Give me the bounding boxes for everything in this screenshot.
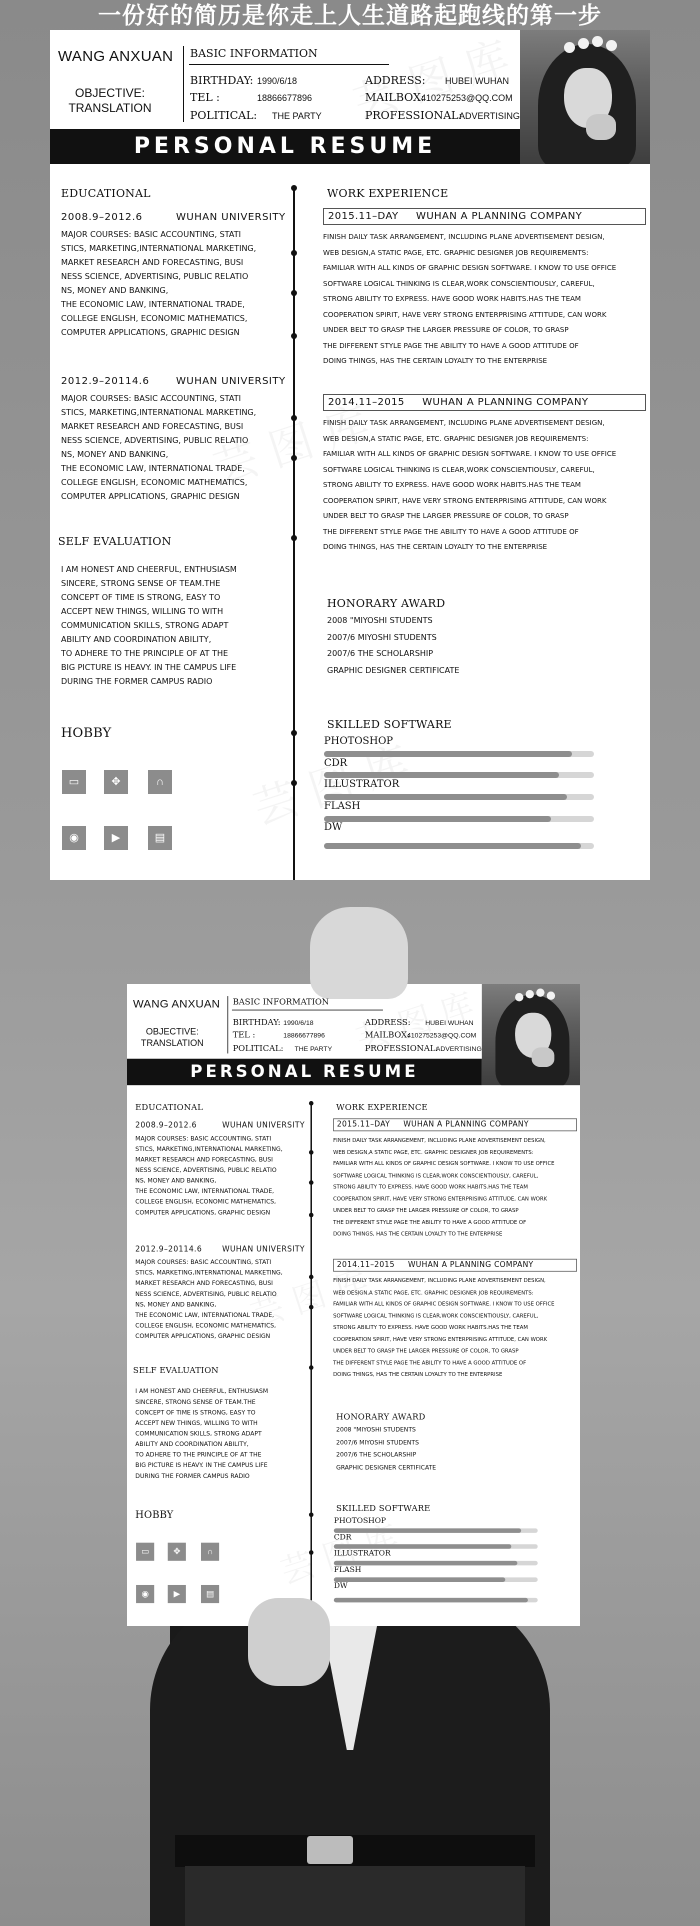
skill-fill-dw (324, 843, 581, 849)
address-label: ADDRESS: (364, 1017, 411, 1028)
edu-period-2: 2012.9–20114.6 (61, 376, 150, 387)
political-label: POLITICAL: (190, 109, 258, 122)
job-duties-2: FINISH DAILY TASK ARRANGEMENT, INCLUDING PLANE ADVERTISEMENT DESIGN, WEB DESIGN,A STATIC PAGE, ETC. GRAPHIC DESIGNER JOB REQUIREMENTS: FAMILIAR WITH ALL KINDS OF GRAPHIC DESIGN SOFTWARE. I KNOW TO USE OFFICE SOFTWARE LOGICAL THINKING IS CLEAR,WORK CONSCIENTIOUSLY, CAREFUL, STRONG ABILITY TO EXPRESS. HAVE GOOD WORK HABITS.HAS THE TEAM COOPERATION SPIRIT, HAVE VERY STRONG ENTERPRISING ATTITUDE, CAN WORK UNDER BELT TO GRASP THE LARGER PRESSURE OF COLOR, TO GRASP THE DIFFERENT STYLE PAGE THE ABILITY TO HAVE A GOOD ATTITUDE OF DOING THINGS, HAS THE CERTAIN LOYALTY TO THE ENTERPRISE (333, 1277, 555, 1378)
professional-value: ADVERTISING (459, 111, 520, 121)
flower-icon (592, 36, 603, 47)
honorary-heading: HONORARY AWARD (327, 597, 446, 610)
job-period-2: 2014.11–2015 (336, 1261, 395, 1270)
skill-fill-cdr (324, 772, 559, 778)
skill-bar-dw (334, 1598, 538, 1603)
skill-fill-photoshop (324, 751, 572, 757)
birthday-label: BIRTHDAY: (190, 74, 254, 87)
skill-fill-cdr (334, 1544, 511, 1549)
resume-sheet (50, 30, 650, 880)
education-heading: EDUCATIONAL (135, 1102, 203, 1113)
skill-bar-cdr (334, 1544, 538, 1549)
headphones-icon: ∩ (201, 1543, 219, 1561)
person-jeans (185, 1866, 525, 1926)
job-company-2: WUHAN A PLANNING COMPANY (422, 397, 589, 408)
edu-school-1: WUHAN UNIVERSITY (222, 1121, 305, 1130)
flower-icon (515, 993, 523, 1001)
skill-bar-photoshop (334, 1528, 538, 1533)
political-label: POLITICAL: (232, 1043, 284, 1054)
skill-fill-illustrator (334, 1561, 517, 1566)
edu-courses-2: MAJOR COURSES: BASIC ACCOUNTING, STATI STICS, MARKETING,INTERNATIONAL MARKETING, MARKET RESEARCH AND FORECASTING, BUSI NESS SCIENCE, ADVERTISING, PUBLIC RELATIO NS, MONEY AND BANKING, THE ECONOMIC LAW, INTERNATIONAL TRADE, COLLEGE ENGLISH, ECONOMIC MATHEMATICS, COMPUTER APPLICATIONS, GRAPHIC DESIGN (61, 394, 257, 501)
candidate-name: WANG ANXUAN (133, 997, 221, 1011)
skill-name-dw: DW (333, 1581, 348, 1591)
hobby-heading: HOBBY (61, 726, 112, 741)
education-heading: EDUCATIONAL (61, 187, 151, 200)
job-header-1 (333, 1118, 577, 1131)
self-evaluation-heading: SELF EVALUATION (58, 535, 172, 548)
camera-icon: ◉ (136, 1585, 154, 1603)
photo-hand (532, 1047, 555, 1067)
profile-photo (482, 984, 580, 1085)
job-period-1: 2015.11–DAY (328, 211, 399, 222)
flower-icon (578, 38, 589, 49)
tel-value: 18866677896 (283, 1031, 325, 1040)
timeline-dot (309, 1550, 314, 1555)
profile-photo (520, 30, 650, 164)
skill-name-flash: FLASH (333, 1566, 362, 1575)
skill-bar-illustrator (334, 1561, 538, 1566)
timeline-dot (291, 780, 297, 786)
professional-label: PROFESSIONAL: (365, 109, 463, 122)
basic-info-rule (189, 64, 389, 65)
edu-period-2: 2012.9–20114.6 (135, 1245, 203, 1254)
work-heading: WORK EXPERIENCE (336, 1102, 428, 1113)
monitor-icon: ▭ (136, 1543, 154, 1561)
tel-value: 18866677896 (257, 93, 313, 103)
birthday-label: BIRTHDAY: (232, 1017, 281, 1028)
basic-info-rule (232, 1010, 383, 1011)
belt-buckle (307, 1836, 353, 1864)
headphones-icon: ∩ (148, 770, 172, 794)
edu-courses-1: MAJOR COURSES: BASIC ACCOUNTING, STATI STICS, MARKETING,INTERNATIONAL MARKETING, MARKET RESEARCH AND FORECASTING, BUSI NESS SCIENCE, ADVERTISING, PUBLIC RELATIO NS, MONEY AND BANKING, THE ECONOMIC LAW, INTERNATIONAL TRADE, COLLEGE ENGLISH, ECONOMIC MATHEMATICS, COMPUTER APPLICATIONS, GRAPHIC DESIGN (135, 1135, 283, 1216)
mailbox-label: MAILBOX: (364, 1030, 410, 1040)
flower-icon (536, 989, 544, 997)
job-duties-2: FINISH DAILY TASK ARRANGEMENT, INCLUDING PLANE ADVERTISEMENT DESIGN, WEB DESIGN,A STATIC PAGE, ETC. GRAPHIC DESIGNER JOB REQUIREMENTS: FAMILIAR WITH ALL KINDS OF GRAPHIC DESIGN SOFTWARE. I KNOW TO USE OFFICE SOFTWARE LOGICAL THINKING IS CLEAR,WORK CONSCIENTIOUSLY, CAREFUL, STRONG ABILITY TO EXPRESS. HAVE GOOD WORK HABITS.HAS THE TEAM COOPERATION SPIRIT, HAVE VERY STRONG ENTERPRISING ATTITUDE, CAN WORK UNDER BELT TO GRASP THE LARGER PRESSURE OF COLOR, TO GRASP THE DIFFERENT STYLE PAGE THE ABILITY TO HAVE A GOOD ATTITUDE OF DOING THINGS, HAS THE CERTAIN LOYALTY TO THE ENTERPRISE (323, 419, 617, 551)
job-company-1: WUHAN A PLANNING COMPANY (416, 211, 583, 222)
address-value: HUBEI WUHAN (445, 76, 510, 86)
person-belt (175, 1835, 535, 1867)
resume-sheet (127, 984, 580, 1626)
job-header-2 (333, 1259, 577, 1272)
skill-fill-dw (334, 1598, 528, 1603)
edu-period-1: 2008.9–2012.6 (135, 1121, 197, 1130)
skill-name-cdr: CDR (333, 1533, 352, 1542)
gamepad-icon: ✥ (104, 770, 128, 794)
mailbox-label: MAILBOX: (365, 91, 425, 104)
main-resume (50, 30, 650, 880)
play-icon: ▶ (168, 1585, 186, 1603)
mailbox-value: 410275253@QQ.COM (421, 93, 513, 103)
book-icon: ▤ (148, 826, 172, 850)
holding-hand-top (310, 907, 408, 999)
address-label: ADDRESS: (365, 74, 426, 87)
professional-label: PROFESSIONAL: (364, 1043, 439, 1054)
skill-bar-cdr (324, 772, 594, 778)
skill-fill-illustrator (324, 794, 567, 800)
timeline-dot (309, 1365, 314, 1370)
timeline-dot (291, 730, 297, 736)
flower-icon (564, 42, 575, 53)
held-resume (127, 984, 580, 1626)
candidate-name: WANG ANXUAN (58, 48, 174, 65)
basic-info-title: BASIC INFORMATION (232, 996, 330, 1007)
honorary-heading: HONORARY AWARD (336, 1412, 426, 1422)
work-heading: WORK EXPERIENCE (327, 187, 449, 200)
timeline-dot (309, 1513, 314, 1518)
edu-courses-1: MAJOR COURSES: BASIC ACCOUNTING, STATI STICS, MARKETING,INTERNATIONAL MARKETING, MARKET RESEARCH AND FORECASTING, BUSI NESS SCIENCE, ADVERTISING, PUBLIC RELATIO NS, MONEY AND BANKING, THE ECONOMIC LAW, INTERNATIONAL TRADE, COLLEGE ENGLISH, ECONOMIC MATHEMATICS, COMPUTER APPLICATIONS, GRAPHIC DESIGN (61, 230, 257, 337)
political-value: THE PARTY (294, 1045, 333, 1053)
skill-name-illustrator: ILLUSTRATOR (333, 1549, 391, 1558)
banner-title: 一份好的简历是你走上人生道路起跑线的第一步 (98, 3, 602, 29)
resume-title-bar: PERSONAL RESUME (50, 129, 520, 164)
job-period-2: 2014.11–2015 (328, 397, 405, 408)
skill-fill-flash (334, 1577, 505, 1582)
edu-school-2: WUHAN UNIVERSITY (222, 1245, 305, 1254)
skills-heading: SKILLED SOFTWARE (336, 1503, 431, 1514)
tel-label: TEL : (232, 1030, 256, 1040)
self-evaluation-heading: SELF EVALUATION (133, 1365, 219, 1376)
honorary-list: 2008 "MIYOSHI STUDENTS 2007/6 MIYOSHI STUDENTS 2007/6 THE SCHOLARSHIP GRAPHIC DESIGNER CERTIFICATE (336, 1426, 437, 1471)
header-divider (227, 996, 228, 1053)
holding-hand-bottom (248, 1598, 330, 1686)
flower-icon (547, 992, 555, 1000)
edu-school-2: WUHAN UNIVERSITY (176, 376, 286, 387)
skill-name-photoshop: PHOTOSHOP (333, 1517, 386, 1526)
hobby-heading: HOBBY (135, 1509, 174, 1521)
skill-bar-photoshop (324, 751, 594, 757)
header-divider (183, 46, 184, 122)
job-header-2 (323, 394, 646, 411)
edu-school-1: WUHAN UNIVERSITY (176, 212, 286, 223)
flower-icon (526, 990, 534, 998)
timeline-dot (291, 185, 297, 191)
professional-value: ADVERTISING (435, 1045, 482, 1053)
skill-name-flash: FLASH (324, 801, 361, 812)
political-value: THE PARTY (272, 111, 322, 121)
flower-icon (606, 40, 617, 51)
book-icon: ▤ (201, 1585, 219, 1603)
skill-bar-illustrator (324, 794, 594, 800)
skill-name-photoshop: PHOTOSHOP (324, 736, 394, 747)
tel-label: TEL : (190, 91, 220, 104)
objective: OBJECTIVE: TRANSLATION (140, 1026, 204, 1049)
self-evaluation-text: I AM HONEST AND CHEERFUL, ENTHUSIASM SINCERE, STRONG SENSE OF TEAM.THE CONCEPT OF TIME IS STRONG, EASY TO ACCEPT NEW THINGS, WILLING TO WITH COMMUNICATION SKILLS, STRONG ADAPT ABILITY AND COORDINATION ABILITY, TO ADHERE TO THE PRINCIPLE OF AT THE BIG PICTURE IS HEAVY. IN THE CAMPUS LIFE DURING THE FORMER CAMPUS RADIO (61, 565, 237, 686)
objective: OBJECTIVE: TRANSLATION (68, 86, 152, 115)
skill-bar-flash (334, 1577, 538, 1582)
job-period-1: 2015.11–DAY (336, 1120, 391, 1129)
address-value: HUBEI WUHAN (425, 1018, 474, 1027)
skill-fill-photoshop (334, 1528, 522, 1533)
self-evaluation-text: I AM HONEST AND CHEERFUL, ENTHUSIASM SINCERE, STRONG SENSE OF TEAM.THE CONCEPT OF TIME IS STRONG, EASY TO ACCEPT NEW THINGS, WILLING TO WITH COMMUNICATION SKILLS, STRONG ADAPT ABILITY AND COORDINATION ABILITY, TO ADHERE TO THE PRINCIPLE OF AT THE BIG PICTURE IS HEAVY. IN THE CAMPUS LIFE DURING THE FORMER CAMPUS RADIO (135, 1387, 269, 1480)
skill-name-dw: DW (324, 822, 343, 833)
job-company-1: WUHAN A PLANNING COMPANY (403, 1120, 529, 1129)
birthday-value: 1990/6/18 (283, 1018, 314, 1027)
monitor-icon: ▭ (62, 770, 86, 794)
edu-courses-2: MAJOR COURSES: BASIC ACCOUNTING, STATI STICS, MARKETING,INTERNATIONAL MARKETING, MARKET RESEARCH AND FORECASTING, BUSI NESS SCIENCE, ADVERTISING, PUBLIC RELATIO NS, MONEY AND BANKING, THE ECONOMIC LAW, INTERNATIONAL TRADE, COLLEGE ENGLISH, ECONOMIC MATHEMATICS, COMPUTER APPLICATIONS, GRAPHIC DESIGN (135, 1258, 283, 1340)
skill-name-illustrator: ILLUSTRATOR (324, 779, 400, 790)
timeline-dot (309, 1101, 314, 1106)
skills-heading: SKILLED SOFTWARE (327, 718, 452, 731)
birthday-value: 1990/6/18 (257, 76, 298, 86)
gamepad-icon: ✥ (168, 1543, 186, 1561)
resume-title-bar: PERSONAL RESUME (127, 1059, 482, 1085)
timeline-dot (291, 535, 297, 541)
camera-icon: ◉ (62, 826, 86, 850)
edu-period-1: 2008.9–2012.6 (61, 212, 143, 223)
honorary-list: 2008 "MIYOSHI STUDENTS 2007/6 MIYOSHI STUDENTS 2007/6 THE SCHOLARSHIP GRAPHIC DESIGNER CERTIFICATE (327, 616, 460, 675)
skill-name-cdr: CDR (324, 758, 348, 769)
skill-bar-flash (324, 816, 594, 822)
skill-bar-dw (324, 843, 594, 849)
job-header-1 (323, 208, 646, 225)
job-duties-1: FINISH DAILY TASK ARRANGEMENT, INCLUDING PLANE ADVERTISEMENT DESIGN, WEB DESIGN,A STATIC PAGE, ETC. GRAPHIC DESIGNER JOB REQUIREMENTS: FAMILIAR WITH ALL KINDS OF GRAPHIC DESIGN SOFTWARE. I KNOW TO USE OFFICE SOFTWARE LOGICAL THINKING IS CLEAR,WORK CONSCIENTIOUSLY, CAREFUL, STRONG ABILITY TO EXPRESS. HAVE GOOD WORK HABITS.HAS THE TEAM COOPERATION SPIRIT, HAVE VERY STRONG ENTERPRISING ATTITUDE, CAN WORK UNDER BELT TO GRASP THE LARGER PRESSURE OF COLOR, TO GRASP THE DIFFERENT STYLE PAGE THE ABILITY TO HAVE A GOOD ATTITUDE OF DOING THINGS, HAS THE CERTAIN LOYALTY TO THE ENTERPRISE (333, 1137, 555, 1237)
play-icon: ▶ (104, 826, 128, 850)
photo-hand (586, 114, 616, 140)
job-company-2: WUHAN A PLANNING COMPANY (408, 1261, 534, 1270)
job-duties-1: FINISH DAILY TASK ARRANGEMENT, INCLUDING PLANE ADVERTISEMENT DESIGN, WEB DESIGN,A STATIC PAGE, ETC. GRAPHIC DESIGNER JOB REQUIREMENTS: FAMILIAR WITH ALL KINDS OF GRAPHIC DESIGN SOFTWARE. I KNOW TO USE OFFICE SOFTWARE LOGICAL THINKING IS CLEAR,WORK CONSCIENTIOUSLY, CAREFUL, STRONG ABILITY TO EXPRESS. HAVE GOOD WORK HABITS.HAS THE TEAM COOPERATION SPIRIT, HAVE VERY STRONG ENTERPRISING ATTITUDE, CAN WORK UNDER BELT TO GRASP THE LARGER PRESSURE OF COLOR, TO GRASP THE DIFFERENT STYLE PAGE THE ABILITY TO HAVE A GOOD ATTITUDE OF DOING THINGS, HAS THE CERTAIN LOYALTY TO THE ENTERPRISE (323, 233, 617, 365)
mailbox-value: 410275253@QQ.COM (407, 1031, 477, 1040)
basic-info-title: BASIC INFORMATION (190, 47, 318, 60)
skill-fill-flash (324, 816, 551, 822)
